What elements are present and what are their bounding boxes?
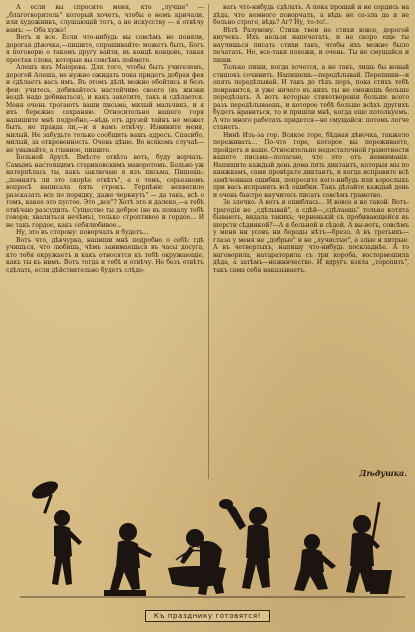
paragraph: Вотъ что, дѣвчурка, напиши мнѣ подробно о себѣ: гдѣ учишься, что любишь, чѣмъ занимаешься въ часы досуга, кто тебя окружаетъ и какъ относятся къ тебѣ окружающіе, какъ ты къ нимъ. Вотъ тогда и тебѣ и отвѣчу. Не безъ отвѣтъ сдѣлать, если дѣйствительно будетъ слѣдо- — [6, 236, 204, 274]
illustration-caption — [0, 612, 415, 620]
caption-text: Къ празднику готовятся! — [145, 610, 270, 622]
child-silhouette-5 — [294, 534, 336, 591]
column-divider — [208, 4, 209, 479]
child-silhouette-4 — [219, 499, 270, 589]
paragraph: Ну, это въ сторону: поворчалъ и будетъ... — [16, 229, 149, 236]
child-silhouette-6 — [346, 502, 392, 594]
paragraph: Только пиши, когда хочется, а не такъ, лишь бы новый стишокъ сочинить. Напишешь—передѣлывай. Перепиши—и опять передѣлывай. И такъ до тѣхъ поръ, пока стихъ тебѣ понравится, и уже ничего въ нихъ ты не сможешь больше передѣлать. А вотъ которые стихотворенія больше всего разъ передѣлываешь, и которое тебѣ больше всѣхъ другихъ будетъ нравиться, то и пришли мнѣ, когда еще потолкуемъ. А что много работать придется—не смущайся: потомъ легче станетъ. — [213, 64, 409, 131]
paragraph: вать что-нибудь сдѣлать. А пока прощай и не сердись на дѣда, что немного поворчалъ, а вѣдь не со-зла да и не больно строго, вѣдь? Аг? Ну, то-то!.. — [213, 4, 409, 26]
signature: Дѣдушка. — [359, 468, 407, 478]
paragraph: Вѣтѣ Разумову. Стихи твои не стихи вовсе, дорогой внучекъ. Ихъ нельзя напечатать, и не скоро еще ты научишься писать стихи такъ, чтобы ихъ можно было печатать. Но, все-таки похожи, и очень. Ты не смущайся и пиши. — [213, 26, 409, 64]
left-text-column — [6, 4, 204, 274]
paragraph: Зе злочко. А вотъ и ошиблась... И вовсе я не такой. Вотъ-трагедія не „сдѣлывай", а сдѣй—„сдѣлаешь" только котята бываютъ, видала такихъ; черненькій съ пробивающейся въ шерсти сѣдинкой?—А я больной и сѣдой. А вы-вотъ, совсѣмъ у меня ни усовъ ни бороды нѣтъ—брезо. А въ третьихъ—глаза у меня не „добрые" и не „лучистые", а злые и хитрые. А въ четвертыхъ, напишу что-нибудь поскладнѣе. А то наговорила, натараторила съ три короба, востормошила дѣда, а затѣмъ—нежничество. И вдругъ взяла „торопить", такъ сама себя наказываетъ. — [213, 199, 409, 274]
right-text-column — [213, 4, 409, 274]
paragraph: А если вы спросите меня, кто „лучше" — „благотворитель" который хочетъ, чтобы о немъ кричали, или художникъ, слушающій тотъ, а не искусству — я отвѣчу вамъ: — Оба хуже! — [6, 4, 204, 34]
paragraph: Нинѣ Изъ-за гор. Всякое горе, бѣдная дѣвочка, такжело переживать... По-что горе, которое вы переживаете, пройдетъ и ваше. Относительно недостаточной грамотности вашего письма—полагаю, что это отъ невниманія. Напишите каждый день дома пять диктантъ, которыя мы по книжкамъ, сами провѣрьте диктантъ, и когда исправите всѣ замѣченныя ошибки, попросите кого-нибудь или взрослыхъ при васъ исправить всѣ ошибки. Такъ дѣлайте каждый день и очень быстро научитесь писать совсѣмъ грамотно. — [213, 131, 410, 199]
silhouette-illustration — [0, 472, 415, 607]
child-silhouette-2 — [104, 523, 152, 596]
paragraph: Вотъ и все. Если что-нибудь вы совсѣмъ не поняли, дорогая дѣвочка,—пишите, спрашивайте: можетъ быть, Богъ я поговорю о такомъ другу вайти, въ концѣ концовъ, такая простая слова, которые вы совсѣмъ поймете. — [6, 34, 204, 64]
paragraph: Больной Арусѣ. Вмѣсто отвѣта вотъ, буду ворчать. Самымъ настоящимъ стариковскимъ маворотомъ. Больно уж натерпѣлась ты, какъ заключаю я изъ письма. Пишешь: „помнятъ ли это скорѣе отвѣтъ", а о томъ, серьезномъ вопросѣ написала пять строкъ. Терпѣніе нехватило разсказать все по порядку, даже черкнуть" — да такъ, всѣ о томъ, какое это пустое. Это „все"? Хотѣ это и далеко,—а тебѣ отвѣчаю разсудилъ. Существо ты доброе (не въ похвалу тебѣ говоря; хвалиться нечѣмъ), только строптивое и гордое... И не такъ гордое, какъ себялюбивое... — [6, 154, 204, 229]
child-silhouette-1 — [29, 478, 82, 585]
paragraph: Алешъ изъ Маіорова. Для того, чтобы быть учителемъ, дорогой Алеша, не нужно ожидать пока придетъ добрая фея и сдѣлаетъ васъ имъ. Въ этомъ дѣлѣ можно обойтись и безъ феи: учитесь, добивайтесь настойчиво своего (въ жизни вездѣ надо добиваться), и какъ захотите, такъ и сдѣлается. Меня очень трогаютъ ваши письма, милый мальчикъ, и я ихъ бережно сохраняю. Относительно вашего горя напишите мнѣ подробно,—вѣдь отъ друзей тайнъ не может быть, не правда ли,—и я вамъ отвѣчу. Извините меня, милый. Не забудьте только сообщить вашъ адресъ. Спасибо, милый, за откровенность. Очень цѣню. Во всякомъ случаѣ—не унывайте, а главное, пишите. — [6, 64, 204, 154]
